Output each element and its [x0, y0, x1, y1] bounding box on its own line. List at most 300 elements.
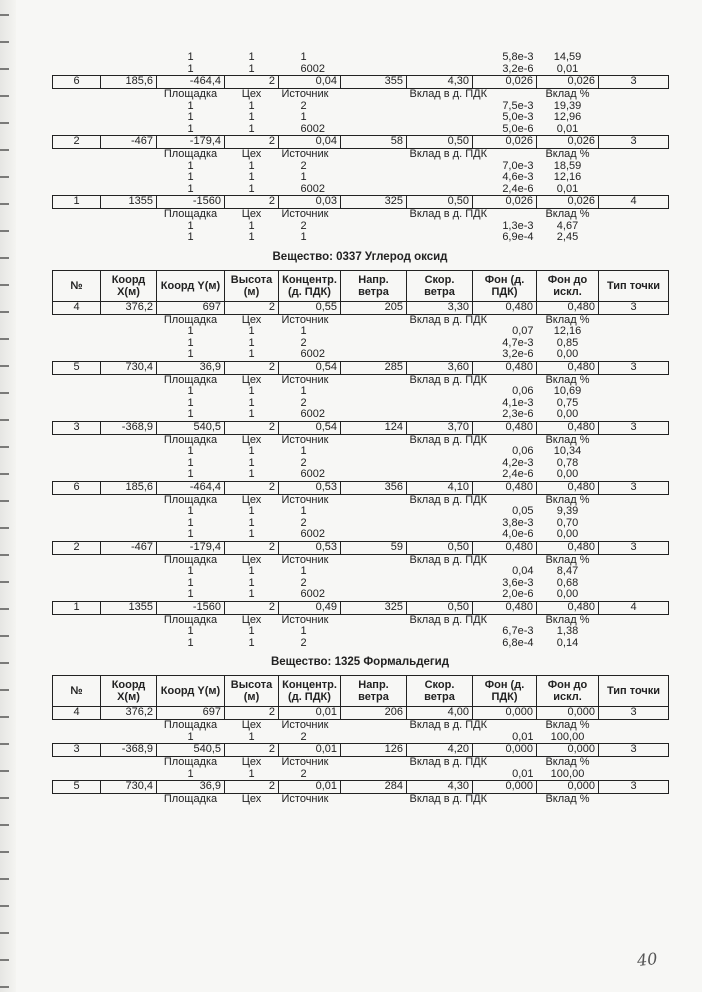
cell-h: 2	[225, 707, 279, 720]
binding-mark	[0, 527, 9, 529]
cell-x: 185,6	[101, 481, 157, 494]
empty-cell	[101, 506, 157, 518]
contrib-site: 1	[187, 63, 194, 75]
contribution-row	[53, 172, 669, 184]
column-header-conc: Концентр. (д. ПДК)	[279, 270, 341, 301]
empty-cell	[101, 589, 157, 601]
cell-conc: 0,54	[279, 421, 341, 434]
contrib-shop: 1	[248, 469, 255, 480]
contribution-row	[53, 626, 669, 638]
contrib-shop: 1	[248, 566, 255, 577]
concentration-table	[52, 270, 669, 650]
table-header-row	[53, 676, 669, 707]
column-header-spd: Скор. ветра	[407, 676, 473, 707]
contrib-pct: 10,69	[553, 386, 582, 397]
cell-bg: 0,480	[473, 361, 537, 374]
empty-cell	[599, 149, 669, 161]
table-row	[53, 76, 669, 89]
empty-cell	[53, 149, 101, 161]
contrib-header-shop: Цех	[241, 494, 262, 506]
table-row	[53, 744, 669, 757]
cell-conc: 0,03	[279, 196, 341, 209]
cell-h: 2	[225, 301, 279, 314]
empty-cell	[599, 626, 669, 638]
cell-spd: 4,30	[407, 781, 473, 794]
binding-mark	[0, 986, 9, 988]
contribution-row	[53, 64, 669, 76]
empty-cell	[53, 172, 101, 184]
cell-num: 4	[53, 301, 101, 314]
cell-x: 730,4	[101, 781, 157, 794]
table-row	[53, 136, 669, 149]
empty-cell	[53, 469, 101, 481]
cell-x: -467	[101, 541, 157, 554]
contribution-row	[53, 566, 669, 578]
cell-dir: 284	[341, 781, 407, 794]
contrib-pdk: 2,0e-6	[502, 589, 534, 600]
empty-cell	[53, 626, 101, 638]
binding-mark	[0, 932, 9, 934]
binding-mark	[0, 122, 9, 124]
empty-cell	[599, 458, 669, 470]
binding-mark	[0, 473, 9, 475]
contrib-header-pct: Вклад %	[545, 434, 590, 446]
contrib-header-pdk: Вклад в д. ПДК	[409, 494, 487, 506]
contribution-row	[53, 112, 669, 124]
empty-cell	[53, 221, 101, 233]
contrib-header-pdk: Вклад в д. ПДК	[409, 756, 487, 768]
empty-cell	[53, 757, 101, 769]
cell-dir: 126	[341, 744, 407, 757]
empty-cell	[101, 338, 157, 350]
contrib-pdk: 6,7e-3	[502, 626, 534, 637]
cell-num: 2	[53, 541, 101, 554]
contrib-site: 1	[187, 469, 194, 480]
contrib-source: 2	[300, 220, 307, 232]
empty-cell	[599, 386, 669, 398]
cell-dir: 355	[341, 76, 407, 89]
contrib-pct: 12,96	[553, 112, 582, 123]
contrib-pct: 0,14	[556, 637, 579, 649]
binding-mark	[0, 635, 9, 637]
cell-num: 4	[53, 707, 101, 720]
empty-cell	[53, 494, 101, 506]
contrib-shop: 1	[248, 589, 255, 600]
cell-h: 2	[225, 361, 279, 374]
contrib-header-shop: Цех	[241, 148, 262, 160]
contrib-source: 2	[300, 457, 307, 469]
binding-edge	[0, 0, 16, 992]
cell-dir: 325	[341, 601, 407, 614]
contrib-header-pct: Вклад %	[545, 756, 590, 768]
empty-cell	[599, 409, 669, 421]
contrib-header-pdk: Вклад в д. ПДК	[409, 208, 487, 220]
cell-spd: 4,00	[407, 707, 473, 720]
contrib-shop: 1	[248, 577, 255, 589]
contrib-pdk: 3,6e-3	[502, 577, 534, 589]
binding-mark	[0, 608, 9, 610]
contribution-row	[53, 161, 669, 173]
contribution-row	[53, 469, 669, 481]
contribution-row	[53, 506, 669, 518]
cell-bg0: 0,480	[537, 601, 599, 614]
cell-conc: 0,55	[279, 301, 341, 314]
contribution-row	[53, 124, 669, 136]
contrib-header-source: Источник	[281, 148, 329, 160]
empty-cell	[101, 64, 157, 76]
contrib-site: 1	[187, 397, 194, 409]
empty-cell	[101, 409, 157, 421]
empty-cell	[101, 52, 157, 64]
column-header-x: Коорд X(м)	[101, 676, 157, 707]
contribution-row	[53, 446, 669, 458]
contrib-pct: 0,01	[556, 123, 579, 135]
empty-cell	[101, 566, 157, 578]
contribution-row	[53, 518, 669, 530]
contrib-site: 1	[187, 506, 194, 517]
contrib-header-pdk: Вклад в д. ПДК	[409, 88, 487, 100]
contrib-header-site: Площадка	[163, 374, 218, 386]
binding-mark	[0, 716, 9, 718]
contribution-header-row	[53, 720, 669, 732]
cell-num: 5	[53, 781, 101, 794]
contribution-row	[53, 184, 669, 196]
concentration-table	[52, 675, 669, 806]
cell-x: 185,6	[101, 76, 157, 89]
empty-cell	[599, 554, 669, 566]
empty-cell	[101, 469, 157, 481]
cell-bg0: 0,026	[537, 76, 599, 89]
contrib-site: 1	[187, 160, 194, 172]
column-header-y: Коорд Y(м)	[157, 270, 225, 301]
cell-type: 4	[599, 601, 669, 614]
empty-cell	[599, 52, 669, 64]
empty-cell	[599, 434, 669, 446]
contrib-header-source: Источник	[281, 88, 329, 100]
cell-h: 2	[225, 76, 279, 89]
binding-mark	[0, 257, 9, 259]
empty-cell	[101, 529, 157, 541]
cell-y: 540,5	[157, 744, 225, 757]
cell-dir: 325	[341, 196, 407, 209]
cell-h: 2	[225, 481, 279, 494]
cell-spd: 4,10	[407, 481, 473, 494]
contrib-shop: 1	[248, 52, 255, 63]
empty-cell	[53, 64, 101, 76]
cell-bg0: 0,026	[537, 136, 599, 149]
contribution-header-row	[53, 314, 669, 326]
contrib-source: 1	[300, 52, 307, 63]
cell-dir: 58	[341, 136, 407, 149]
contrib-header-source: Источник	[281, 793, 329, 805]
cell-conc: 0,53	[279, 541, 341, 554]
contrib-header-site: Площадка	[163, 614, 218, 626]
empty-cell	[599, 578, 669, 590]
contrib-source: 6002	[300, 123, 325, 135]
contrib-shop: 1	[248, 768, 255, 780]
empty-cell	[599, 232, 669, 244]
contrib-header-site: Площадка	[163, 756, 218, 768]
cell-h: 2	[225, 421, 279, 434]
contrib-site: 1	[187, 232, 194, 243]
contrib-pct: 19,39	[553, 100, 582, 112]
contrib-pdk: 4,2e-3	[502, 457, 534, 469]
contrib-site: 1	[187, 529, 194, 540]
empty-cell	[101, 554, 157, 566]
contribution-row	[53, 326, 669, 338]
binding-mark	[0, 689, 9, 691]
contrib-pct: 0,78	[556, 457, 579, 469]
contrib-source: 1	[300, 112, 307, 123]
contrib-site: 1	[187, 577, 194, 589]
contrib-source: 1	[300, 172, 307, 183]
empty-cell	[53, 769, 101, 781]
empty-cell	[599, 614, 669, 626]
contrib-site: 1	[187, 768, 194, 780]
contrib-pdk: 3,2e-6	[502, 63, 534, 75]
empty-cell	[599, 184, 669, 196]
concentration-table	[52, 52, 669, 244]
contrib-pct: 0,01	[556, 183, 579, 195]
contrib-shop: 1	[248, 731, 255, 743]
cell-dir: 205	[341, 301, 407, 314]
column-header-y: Коорд Y(м)	[157, 676, 225, 707]
contrib-source: 1	[300, 506, 307, 517]
cell-conc: 0,04	[279, 136, 341, 149]
contrib-site: 1	[187, 112, 194, 123]
contrib-pct: 12,16	[553, 326, 582, 337]
contrib-site: 1	[187, 123, 194, 135]
empty-cell	[101, 101, 157, 113]
contrib-source: 1	[300, 446, 307, 457]
column-header-h: Высота (м)	[225, 676, 279, 707]
empty-cell	[53, 398, 101, 410]
cell-num: 1	[53, 601, 101, 614]
contrib-pdk: 7,5e-3	[502, 100, 534, 112]
contrib-pct: 0,00	[556, 409, 579, 420]
empty-cell	[53, 458, 101, 470]
contribution-row	[53, 52, 669, 64]
contrib-header-pdk: Вклад в д. ПДК	[409, 148, 487, 160]
contrib-header-pct: Вклад %	[545, 88, 590, 100]
empty-cell	[53, 184, 101, 196]
contrib-header-source: Источник	[281, 374, 329, 386]
empty-cell	[599, 494, 669, 506]
cell-conc: 0,54	[279, 361, 341, 374]
contrib-header-pct: Вклад %	[545, 793, 590, 805]
contribution-row	[53, 101, 669, 113]
empty-cell	[599, 732, 669, 744]
cell-type: 3	[599, 361, 669, 374]
table-row	[53, 481, 669, 494]
empty-cell	[599, 529, 669, 541]
contrib-pdk: 2,4e-6	[502, 469, 534, 480]
cell-type: 3	[599, 541, 669, 554]
cell-type: 3	[599, 301, 669, 314]
binding-mark	[0, 743, 9, 745]
empty-cell	[599, 566, 669, 578]
empty-cell	[101, 494, 157, 506]
contrib-site: 1	[187, 566, 194, 577]
cell-y: -464,4	[157, 76, 225, 89]
contrib-site: 1	[187, 183, 194, 195]
empty-cell	[101, 232, 157, 244]
contrib-shop: 1	[248, 100, 255, 112]
empty-cell	[599, 638, 669, 650]
contrib-pct: 4,67	[556, 220, 579, 232]
binding-mark	[0, 446, 9, 448]
empty-cell	[53, 112, 101, 124]
empty-cell	[101, 614, 157, 626]
binding-mark	[0, 959, 9, 961]
empty-cell	[599, 374, 669, 386]
cell-x: 376,2	[101, 707, 157, 720]
cell-bg0: 0,480	[537, 541, 599, 554]
contrib-pdk: 4,6e-3	[502, 172, 534, 183]
table-header-row	[53, 270, 669, 301]
contrib-pdk: 5,0e-6	[502, 123, 534, 135]
empty-cell	[599, 89, 669, 101]
contrib-pdk: 0,01	[512, 731, 534, 743]
cell-bg0: 0,000	[537, 744, 599, 757]
empty-cell	[53, 124, 101, 136]
contrib-site: 1	[187, 409, 194, 420]
column-header-bg0: Фон до искл.	[537, 676, 599, 707]
contrib-pct: 0,70	[556, 517, 579, 529]
contrib-shop: 1	[248, 457, 255, 469]
cell-x: 1355	[101, 196, 157, 209]
contribution-row	[53, 578, 669, 590]
contrib-source: 6002	[300, 469, 325, 480]
contrib-pct: 100,00	[550, 768, 585, 780]
empty-cell	[53, 314, 101, 326]
contrib-header-site: Площадка	[163, 554, 218, 566]
contrib-shop: 1	[248, 446, 255, 457]
contrib-pct: 9,39	[556, 506, 579, 517]
cell-spd: 0,50	[407, 136, 473, 149]
contrib-source: 6002	[300, 409, 325, 420]
contrib-shop: 1	[248, 183, 255, 195]
binding-mark	[0, 770, 9, 772]
contrib-header-site: Площадка	[163, 208, 218, 220]
contribution-header-row	[53, 149, 669, 161]
contrib-pdk: 6,8e-4	[502, 637, 534, 649]
empty-cell	[53, 566, 101, 578]
table-row	[53, 196, 669, 209]
cell-bg: 0,480	[473, 541, 537, 554]
contrib-source: 2	[300, 637, 307, 649]
cell-num: 2	[53, 136, 101, 149]
contrib-pct: 0,00	[556, 349, 579, 360]
contrib-shop: 1	[248, 626, 255, 637]
cell-bg: 0,480	[473, 601, 537, 614]
column-header-dir: Напр. ветра	[341, 270, 407, 301]
empty-cell	[53, 52, 101, 64]
contrib-pct: 12,16	[553, 172, 582, 183]
contrib-pdk: 5,0e-3	[502, 112, 534, 123]
cell-type: 3	[599, 136, 669, 149]
contrib-pct: 100,00	[550, 731, 585, 743]
contribution-row	[53, 458, 669, 470]
contribution-header-row	[53, 794, 669, 806]
cell-num: 6	[53, 76, 101, 89]
page-number: 40	[636, 948, 659, 971]
empty-cell	[53, 794, 101, 806]
empty-cell	[53, 232, 101, 244]
empty-cell	[101, 112, 157, 124]
cell-bg: 0,480	[473, 481, 537, 494]
table-row	[53, 421, 669, 434]
contrib-source: 2	[300, 100, 307, 112]
contrib-shop: 1	[248, 409, 255, 420]
empty-cell	[101, 161, 157, 173]
empty-cell	[599, 172, 669, 184]
contrib-pct: 10,34	[553, 446, 582, 457]
cell-dir: 285	[341, 361, 407, 374]
empty-cell	[53, 554, 101, 566]
empty-cell	[101, 221, 157, 233]
contrib-pdk: 1,3e-3	[502, 220, 534, 232]
contribution-header-row	[53, 434, 669, 446]
substance-title: Вещество: 0337 Углерод оксид	[272, 250, 448, 263]
column-header-h: Высота (м)	[225, 270, 279, 301]
binding-mark	[0, 365, 9, 367]
contrib-pdk: 0,04	[512, 566, 534, 577]
contrib-source: 6002	[300, 589, 325, 600]
contrib-header-shop: Цех	[241, 314, 262, 326]
empty-cell	[53, 518, 101, 530]
empty-cell	[599, 518, 669, 530]
contrib-header-pct: Вклад %	[545, 719, 590, 731]
contrib-shop: 1	[248, 637, 255, 649]
contrib-source: 2	[300, 577, 307, 589]
cell-y: 697	[157, 301, 225, 314]
cell-bg: 0,000	[473, 744, 537, 757]
table-row	[53, 781, 669, 794]
table-row	[53, 601, 669, 614]
table-row	[53, 541, 669, 554]
contrib-header-site: Площадка	[163, 314, 218, 326]
contrib-header-shop: Цех	[241, 88, 262, 100]
cell-y: -179,4	[157, 136, 225, 149]
empty-cell	[599, 338, 669, 350]
cell-h: 2	[225, 196, 279, 209]
contrib-site: 1	[187, 517, 194, 529]
binding-mark	[0, 149, 9, 151]
empty-cell	[53, 614, 101, 626]
contrib-site: 1	[187, 626, 194, 637]
empty-cell	[599, 314, 669, 326]
empty-cell	[599, 349, 669, 361]
contrib-pct: 14,59	[553, 52, 582, 63]
empty-cell	[101, 89, 157, 101]
column-header-x: Коорд X(м)	[101, 270, 157, 301]
binding-mark	[0, 311, 9, 313]
cell-y: -1560	[157, 601, 225, 614]
contribution-row	[53, 349, 669, 361]
empty-cell	[53, 326, 101, 338]
cell-bg: 0,480	[473, 301, 537, 314]
contrib-pct: 0,75	[556, 397, 579, 409]
contrib-header-source: Источник	[281, 719, 329, 731]
cell-bg: 0,000	[473, 707, 537, 720]
contrib-shop: 1	[248, 506, 255, 517]
empty-cell	[53, 161, 101, 173]
binding-mark	[0, 95, 9, 97]
empty-cell	[101, 518, 157, 530]
cell-y: -464,4	[157, 481, 225, 494]
document-page	[52, 52, 668, 806]
